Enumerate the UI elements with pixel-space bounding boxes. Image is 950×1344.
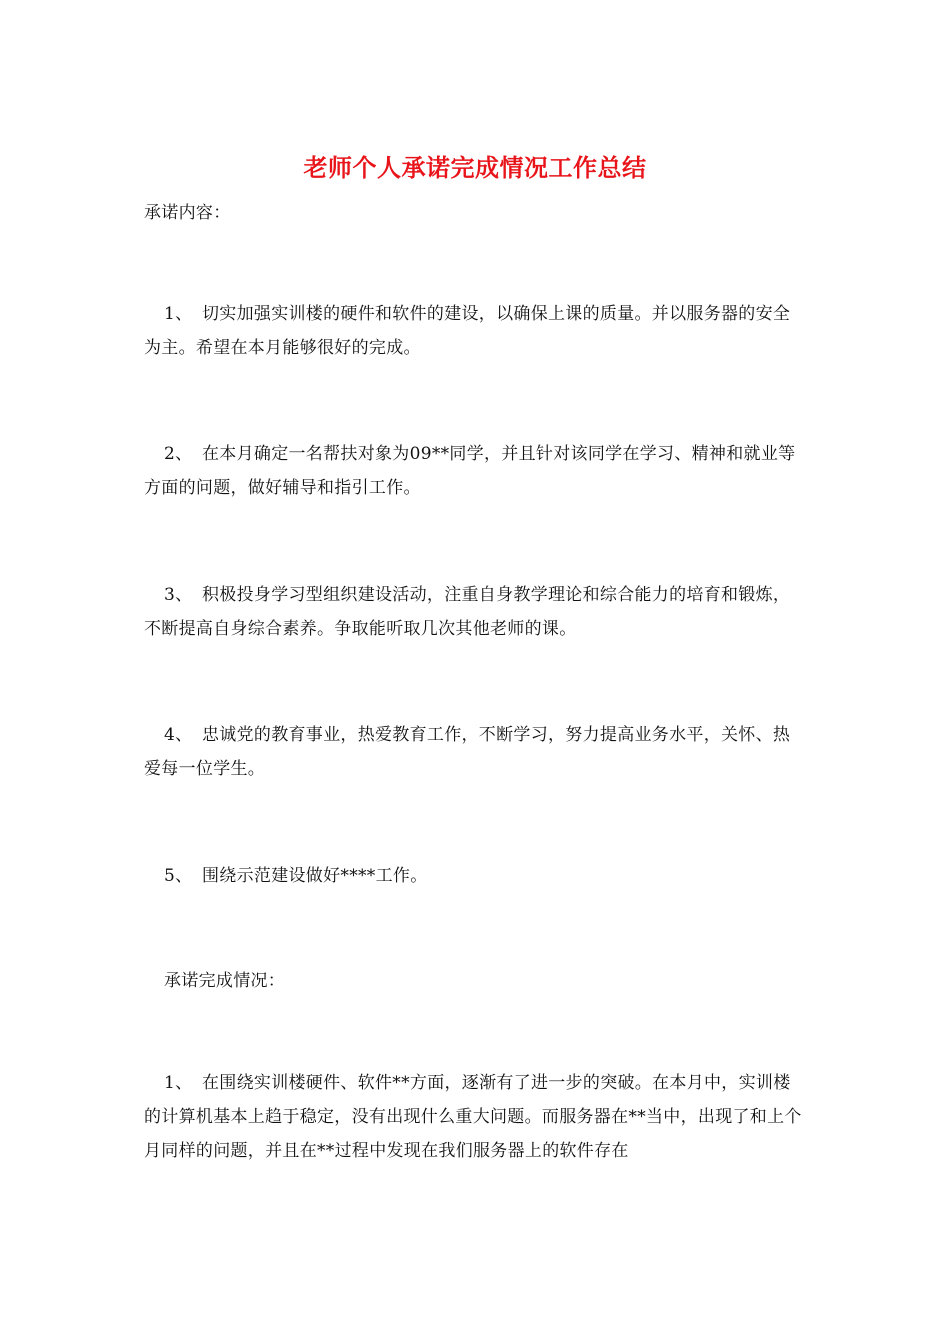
commitment-heading: 承诺内容： — [144, 203, 231, 223]
commitment-number: 5、 — [164, 866, 193, 886]
commitment-item-4 — [144, 718, 804, 786]
commitment-item-1 — [144, 297, 804, 365]
commitment-number: 2、 — [164, 444, 193, 464]
commitment-text: 在本月确定一名帮扶对象为09**同学，并且针对该同学在学习、精神和就业等方面的问题，做好辅导和指引工作。 — [144, 444, 796, 498]
commitment-number: 4、 — [164, 725, 193, 745]
commitment-text: 切实加强实训楼的硬件和软件的建设，以确保上课的质量。并以服务器的安全为主。希望在本月能够很好的完成。 — [144, 304, 791, 358]
commitment-item-3 — [144, 578, 804, 646]
completion-item-1 — [144, 1066, 804, 1168]
commitment-item-2 — [144, 437, 804, 505]
commitment-number: 1、 — [164, 304, 193, 324]
completion-text: 在围绕实训楼硬件、软件**方面，逐渐有了进一步的突破。在本月中，实训楼的计算机基本上趋于稳定，没有出现什么重大问题。而服务器在**当中，出现了和上个月同样的问题，并且在**过程中发现在我们服务器上的软件存在 — [144, 1073, 802, 1161]
completion-number: 1、 — [164, 1073, 193, 1093]
commitment-text: 积极投身学习型组织建设活动，注重自身教学理论和综合能力的培育和锻炼，不断提高自身综合素养。争取能听取几次其他老师的课。 — [144, 585, 791, 639]
commitment-text: 围绕示范建设做好****工作。 — [202, 866, 428, 886]
commitment-text: 忠诚党的教育事业，热爱教育工作，不断学习，努力提高业务水平，关怀、热爱每一位学生。 — [144, 725, 791, 779]
document-title: 老师个人承诺完成情况工作总结 — [303, 154, 647, 182]
commitment-item-5 — [144, 859, 804, 893]
completion-heading: 承诺完成情况： — [164, 971, 286, 991]
commitment-number: 3、 — [164, 585, 193, 605]
